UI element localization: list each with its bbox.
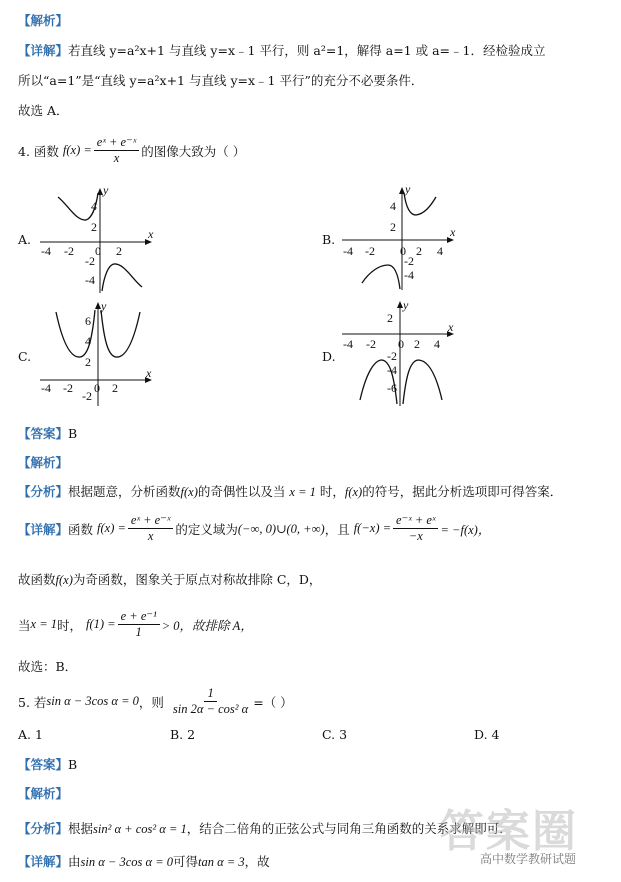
svg-text:0: 0 [398, 337, 404, 351]
svg-text:2: 2 [390, 220, 396, 234]
svg-text:-2: -2 [387, 349, 397, 363]
q3-conclusion: 所以“a=1”是“直线 y=a²x+1 与直线 y=x﹣1 平行”的充分不必要条件． [18, 73, 424, 88]
option-b-graph [340, 185, 465, 295]
option-a-graph [38, 185, 163, 295]
svg-text:2: 2 [91, 220, 97, 234]
watermark-logo: 答案圈 [440, 807, 578, 856]
q5-option-a: A. 1 [18, 727, 43, 742]
svg-text:-2: -2 [365, 244, 375, 258]
svg-text:-2: -2 [63, 381, 73, 395]
q5-detail: 【详解】由sin α − 3cos α = 0可得tan α = 3，故 [18, 854, 270, 869]
svg-text:y: y [403, 300, 409, 312]
svg-text:4: 4 [434, 337, 440, 351]
svg-text:-6: -6 [387, 381, 397, 395]
svg-text:-4: -4 [41, 244, 51, 258]
svg-text:-4: -4 [404, 268, 414, 282]
svg-text:4: 4 [437, 244, 443, 258]
q5-answer: 【答案】B [18, 757, 78, 772]
q5-option-b: B. 2 [170, 727, 196, 742]
svg-text:2: 2 [414, 337, 420, 351]
svg-text:0: 0 [95, 244, 101, 258]
q4-when-line: 当 x = 1 时， f(1) = $\frac{\text{e + e⁻¹}}{1}$ > 0，故排除 A， [18, 609, 253, 640]
svg-text:-4: -4 [387, 363, 397, 377]
svg-text:2: 2 [85, 355, 91, 369]
svg-text:-4: -4 [41, 381, 51, 395]
svg-text:-4: -4 [343, 244, 353, 258]
option-c-label: C. [18, 349, 32, 364]
svg-text:6: 6 [85, 314, 91, 328]
q5-option-d: D. 4 [474, 727, 500, 742]
q4-stem: 4. 函数 f(x) = $\frac{\text{eˣ + e⁻ˣ}}{x}$ 的图像大致为（ ） [18, 135, 246, 166]
q3-choose: 故选 A． [18, 103, 69, 118]
analysis-tag: 【解析】 [18, 13, 69, 28]
svg-text:-2: -2 [82, 389, 92, 403]
svg-text:y: y [101, 300, 107, 313]
q4-breakdown: 【分析】根据题意，分析函数f(x)的奇偶性以及当 x = 1 时，f(x)的符号，据此分析选项即可得答案． [18, 484, 563, 499]
svg-text:4: 4 [85, 334, 91, 348]
option-b-label: B. [322, 232, 336, 247]
q4-odd-line: 故函数f(x)为奇函数，图象关于原点对称故排除 C，D， [18, 572, 322, 587]
q5-stem: 5. 若 sin α − 3cos α = 0 ，则 $\frac{1}{\text{sin 2α − cos² α}}$ =（ ） [18, 686, 293, 717]
q4-answer: 【答案】B [18, 426, 78, 441]
svg-text:x: x [448, 320, 454, 334]
q5-option-c: C. 3 [322, 727, 348, 742]
svg-text:2: 2 [387, 311, 393, 325]
svg-text:2: 2 [416, 244, 422, 258]
svg-text:-4: -4 [85, 273, 95, 287]
svg-text:-4: -4 [343, 337, 353, 351]
svg-text:4: 4 [91, 199, 97, 213]
option-c-graph [38, 300, 163, 408]
watermark-caption: 高中数学教研试题 [480, 852, 577, 866]
svg-text:2: 2 [116, 244, 122, 258]
svg-text:-2: -2 [85, 254, 95, 268]
q3-detail: 【详解】若直线 y=a²x+1 与直线 y=x﹣1 平行，则 a²=1，解得 a=1 或 a=﹣1．经检验成立 [18, 43, 546, 58]
svg-text:x: x [148, 227, 154, 241]
svg-text:x: x [146, 366, 152, 380]
q4-detail: 【详解】 函数 f(x) = $\frac{\text{eˣ + e⁻ˣ}}{x}$ 的定义域为 (−∞, 0)∪(0, +∞) ，且 f(−x) = $\frac{\text{e⁻ˣ + eˣ}}{-x}$ = −f(x)， [18, 513, 491, 544]
svg-text:0: 0 [94, 381, 100, 395]
svg-text:y: y [103, 185, 109, 197]
svg-text:-2: -2 [64, 244, 74, 258]
option-d-graph [340, 300, 465, 408]
svg-text:2: 2 [112, 381, 118, 395]
svg-text:y: y [405, 185, 411, 196]
option-d-label: D. [322, 349, 336, 364]
option-a-label: A. [18, 232, 32, 247]
q4-analysis-tag: 【解析】 [18, 455, 69, 470]
svg-text:x: x [450, 225, 456, 239]
q5-breakdown: 【分析】根据sin² α + cos² α = 1，结合二倍角的正弦公式与同角三角函数的关系求解即可． [18, 821, 512, 836]
q5-analysis-tag: 【解析】 [18, 786, 69, 801]
svg-text:-2: -2 [404, 254, 414, 268]
svg-text:0: 0 [400, 244, 406, 258]
svg-text:-2: -2 [366, 337, 376, 351]
q4-choose: 故选：B． [18, 659, 78, 674]
svg-text:4: 4 [390, 199, 396, 213]
